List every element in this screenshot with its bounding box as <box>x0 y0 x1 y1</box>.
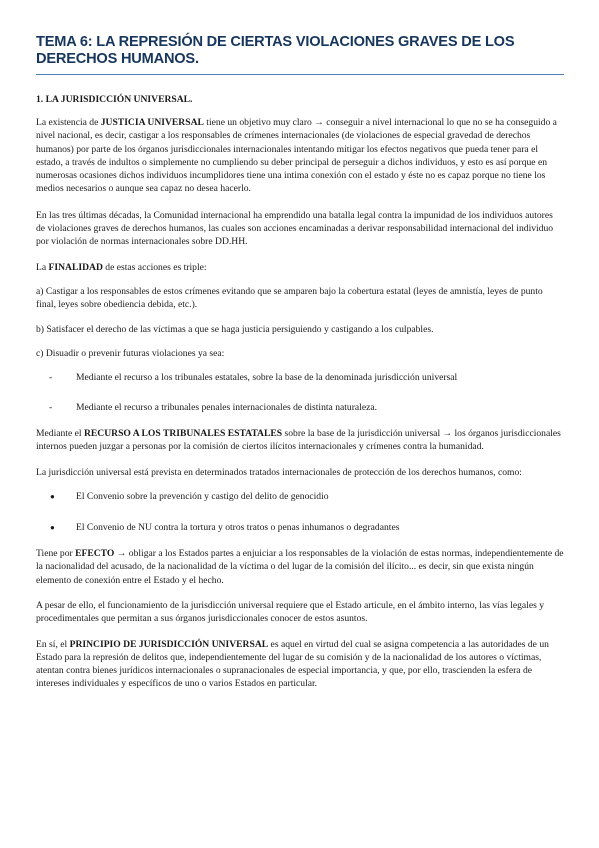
bullet-list-item <box>36 521 564 534</box>
paragraph-finalidad-b: b) Satisfacer el derecho de las víctimas a que se haga justicia persiguiendo y castigando a los culpables. <box>36 323 434 335</box>
bullet-list-item <box>36 490 564 503</box>
paragraph-funcionamiento: A pesar de ello, el funcionamiento de la jurisdicción universal requiere que el Estado articule, en el ámbito interno, las vías legales y procedimentales que permitan a sus órganos jurisdiccionales conocer de estos asuntos. <box>36 599 545 625</box>
text-run: tiene un objetivo muy claro → conseguir a nivel internacional lo que no se ha conseguido a nivel nacional, es decir, castigar a los responsables de crímenes internacionales (de violaciones de especial gravedad de derechos humanos) por parte de los órganos jurisdiccionales internacionales intentando mitigar los efectos negativos que pueda tener para el estado, a través de indultos o simplemente no cumpliendo su deber principal de perseguir a dichos individuos, y esto es así porque en numerosas ocasiones dichos individuos incumplidores tiene una intima conexión con el estado y éste no es capaz porque no tiene los medios necesarios o aunque sea capaz no desea hacerlo. <box>36 117 557 195</box>
text-run: La existencia de <box>36 117 101 128</box>
section-heading: 1. LA JURISDICCIÓN UNIVERSAL. <box>36 94 193 105</box>
text-run: sobre la base de la jurisdicción universal → los órganos jurisdiccionales internos pueden juzgar a personas por la comisión de ciertos ilícitos internacionales y crímenes contra la humanidad. <box>36 428 561 453</box>
text-run: es aquel en virtud del cual se asigna competencia a las autoridades de un Estado para la represión de delitos que, independientemente del lugar de su comisión y de la nacionalidad de los autores o víctimas, atentan contra bienes jurídicos internacionales o supranacionales de especial importancia, y que, por ello, trascienden la esfera de intereses individuales y específicos de uno o varios Estados en particular. <box>36 638 549 690</box>
bold-term: EFECTO <box>75 548 115 560</box>
paragraph-finalidad-a: a) Castigar a los responsables de estos crímenes evitando que se amparen bajo la cobertura estatal (leyes de amnistía, leyes de punto final, leyes sobre obediencia debida, etc.). <box>36 285 543 311</box>
paragraph-finalidad-c: c) Disuadir o prevenir futuras violaciones ya sea: <box>36 347 225 359</box>
paragraph-tratados: La jurisdicción universal está prevista en determinados tratados internacionales de protección de los derechos humanos, como: <box>36 466 522 478</box>
paragraph-finalidad <box>36 261 564 274</box>
list-item-text: Mediante el recurso a tribunales penales internacionales de distinta naturaleza. <box>76 402 378 414</box>
page-title: TEMA 6: LA REPRESIÓN DE CIERTAS VIOLACIONES GRAVES DE LOS DERECHOS HUMANOS. <box>36 34 564 75</box>
dash-list-item <box>36 401 564 414</box>
paragraph-efecto <box>36 547 564 587</box>
document-page <box>36 34 564 691</box>
dash-marker: - <box>49 402 53 414</box>
paragraph-principio <box>36 638 564 691</box>
paragraph-justicia-universal <box>36 116 564 196</box>
paragraph-comunidad-internacional: En las tres últimas décadas, la Comunidad internacional ha emprendido una batalla legal contra la impunidad de los individuos autores de violaciones graves de derechos humanos, las cuales son acciones encaminadas a derivar responsabilidad internacional del individuo por violación de normas internacionales sobre DD.HH. <box>36 209 554 248</box>
bullet-marker: ● <box>50 523 55 533</box>
bold-term: RECURSO A LOS TRIBUNALES ESTATALES <box>83 428 283 440</box>
text-run: En sí, el <box>36 638 70 650</box>
list-item-text: El Convenio de NU contra la tortura y otros tratos o penas inhumanos o degradantes <box>76 522 400 534</box>
dash-list-item <box>36 371 564 384</box>
list-item-text: Mediante el recurso a los tribunales estatales, sobre la base de la denominada jurisdicción universal <box>76 372 458 384</box>
dash-marker: - <box>49 372 53 384</box>
text-run: Tiene por <box>36 548 76 560</box>
bullet-marker: ● <box>50 492 55 502</box>
bold-term: PRINCIPIO DE JURISDICCIÓN UNIVERSAL <box>69 638 269 650</box>
text-run: de estas acciones es triple: <box>102 261 207 273</box>
bold-term: JUSTICIA UNIVERSAL <box>100 117 204 128</box>
list-item-text: El Convenio sobre la prevención y castigo del delito de genocidio <box>76 491 329 503</box>
text-run: Mediante el <box>36 428 84 440</box>
paragraph-recurso-tribunales <box>36 427 564 454</box>
text-run: → obligar a los Estados partes a enjuiciar a los responsables de la violación de estas normas, independientemente de la nacionalidad del acusado, de la nacionalidad de la víctima o del lugar de la comisión del ilícito... es decir, sin que exista ningún elemento de conexión entre el Estado y el hecho. <box>36 548 564 586</box>
bold-term: FINALIDAD <box>48 261 103 273</box>
text-run: La <box>36 261 49 273</box>
